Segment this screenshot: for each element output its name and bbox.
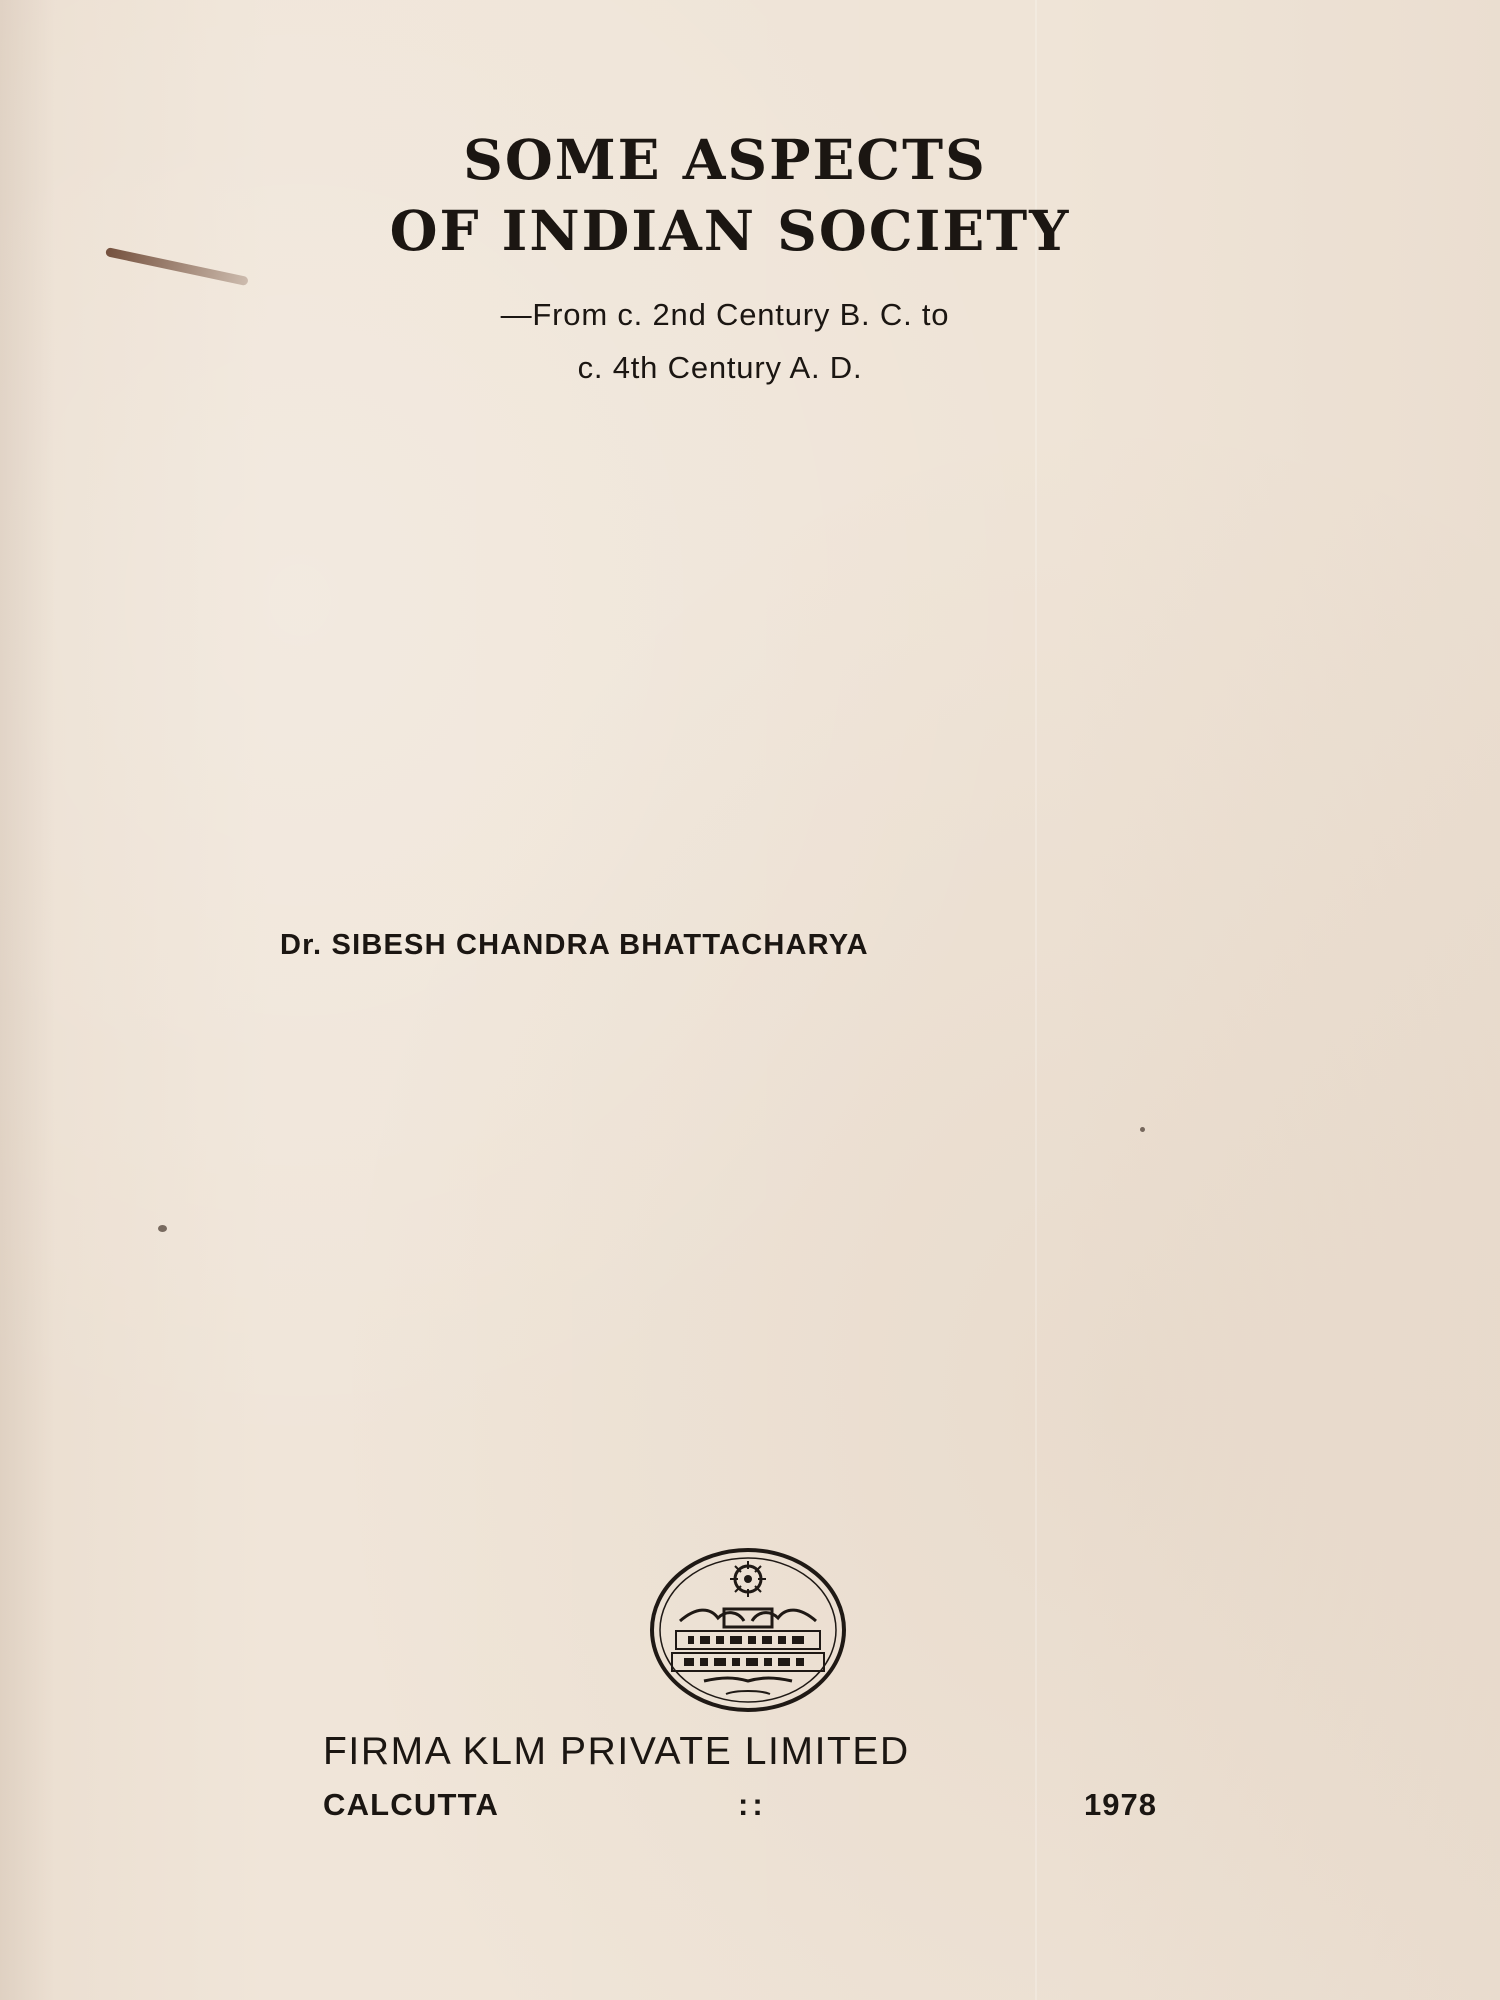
author-name: Dr. SIBESH CHANDRA BHATTACHARYA: [280, 929, 869, 961]
publisher-city: CALCUTTA: [323, 1787, 500, 1822]
book-title-line-2: OF INDIAN SOCIETY: [389, 198, 1071, 263]
publisher-name: FIRMA KLM PRIVATE LIMITED: [323, 1730, 910, 1773]
publication-year: 1978: [1084, 1787, 1157, 1822]
subtitle-line-2: c. 4th Century A. D.: [577, 350, 863, 385]
paper-speck: [1140, 1127, 1145, 1132]
subtitle-line-1: —From c. 2nd Century B. C. to: [500, 297, 950, 332]
paper-speck: [158, 1225, 167, 1232]
book-title-line-1: SOME ASPECTS: [463, 127, 987, 192]
publisher-seal-icon: [648, 1545, 848, 1715]
publication-separator: ::: [738, 1787, 767, 1822]
